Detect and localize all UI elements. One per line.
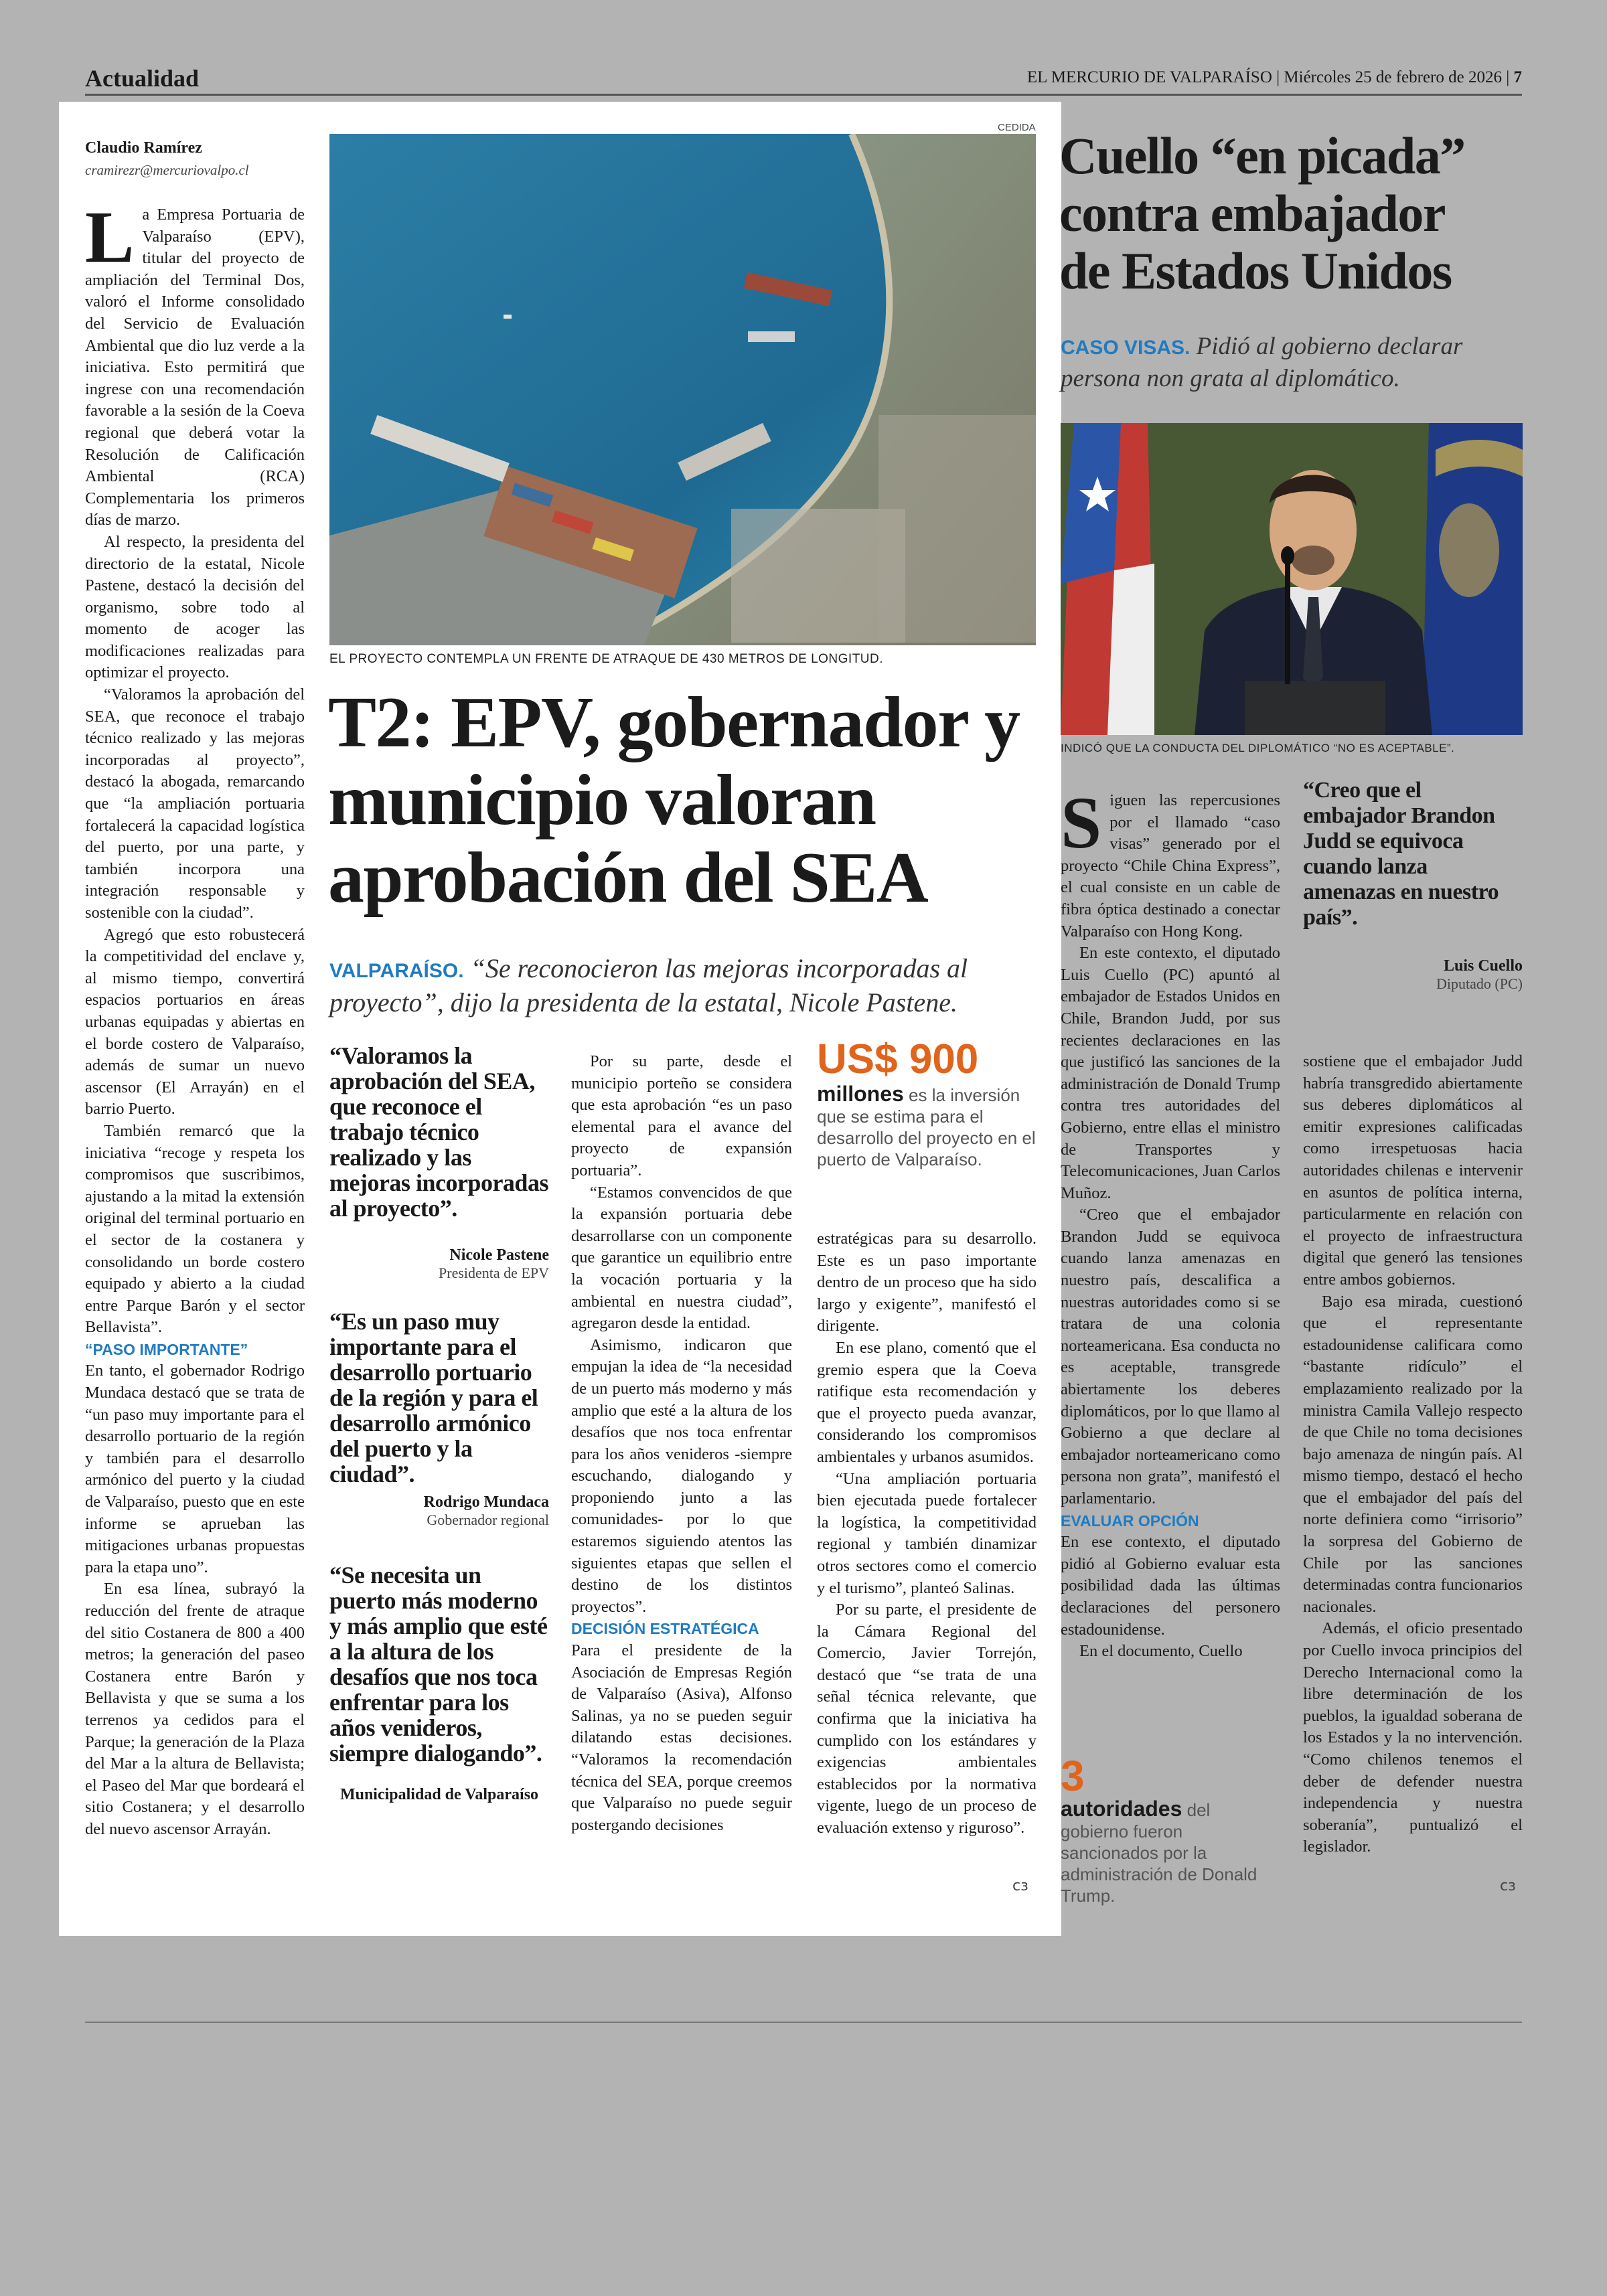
side-lead	[1061, 331, 1529, 394]
factbox-number: US$ 900	[817, 1036, 979, 1082]
main-column-4	[817, 1228, 1037, 1839]
factbox-text: es la inversión que se estima para el desarrollo del proyecto en el puerto de Valparaíso.	[817, 1085, 1036, 1169]
investment-factbox	[817, 1036, 1038, 1170]
headline-line: aprobación del SEA	[328, 838, 928, 918]
headline-line: T2: EPV, gobernador y	[328, 683, 1020, 762]
paragraph: Al respecto, la presidenta del directorio de la estatal, Nicole Pastene, destacó la decisión del organismo, sobre todo al momento de acoger las modificaciones realizadas para optimizar el proyecto.	[85, 532, 305, 682]
headline-line: contra embajador	[1059, 184, 1446, 242]
subheading: EVALUAR OPCIÓN	[1061, 1511, 1199, 1530]
paragraph: Asimismo, indicaron que empujan la idea de “la necesidad de un puerto más moderno y más amplio que esté a la altura de los desafíos que nos toca enfrentar para los años venideros -siempre escuchando, dialogando y proponiendo junto a las comunidades- por lo que estaremos siguiendo atentos las siguientes etapas que sellen el destino de los distintos proyectos”.	[571, 1335, 792, 1616]
header-rule	[85, 94, 1522, 96]
quote-role: Presidenta de EPV	[439, 1264, 549, 1281]
factbox-number: 3	[1061, 1752, 1085, 1800]
headline-line: de Estados Unidos	[1059, 242, 1452, 300]
subheading: DECISIÓN ESTRATÉGICA	[571, 1620, 759, 1638]
paragraph: Por su parte, desde el municipio porteño se considera que esta aprobación “es un paso elemental para el avance del proyecto de expansión portuaria”.	[571, 1052, 792, 1179]
quotes-column	[329, 1043, 549, 1804]
quote-author: Rodrigo Mundaca	[423, 1493, 549, 1511]
issue-date: Miércoles 25 de febrero de 2026	[1284, 68, 1502, 86]
sanctions-factbox	[1061, 1754, 1282, 1906]
deputy-photo	[1061, 423, 1523, 735]
quote-role: Diputado (PC)	[1436, 975, 1523, 992]
page-number: 7	[1513, 68, 1522, 86]
quote-author: Municipalidad de Valparaíso	[339, 1786, 539, 1803]
pull-quote: “Se necesita un puerto más moderno y más amplio que esté a la altura de los desafíos que nos toca enfrentar para los años venideros, siempre dialogando”.	[329, 1562, 548, 1767]
deputy-illustration	[1061, 423, 1523, 735]
side-quote-box	[1303, 778, 1523, 993]
paragraph: “Estamos convencidos de que la expansión portuaria debe desarrollarse con un componente que garantice un equilibrio entre la vocación portuaria y la ambiental en nuestra ciudad”, agregaron desde la entidad.	[571, 1183, 792, 1333]
paragraph: sostiene que el embajador Judd habría transgredido abiertamente sus deberes diplomáticos al emitir expresiones calificadas como irrespetuosas hacia autoridades chilenas e intervenir en asuntos de política interna, particularmente en relación con el proyecto de infraestructura digital que generó las tensiones entre ambos gobiernos.	[1303, 1052, 1523, 1289]
dropcap: S	[1061, 782, 1102, 864]
lead-text: “Se reconocieron las mejoras incorporadas al proyecto”, dijo la presidenta de la estatal, Nicole Pastene.	[329, 953, 968, 1017]
side-headline	[1059, 127, 1528, 300]
port-aerial-illustration	[329, 134, 1036, 645]
pull-quote: “Valoramos la aprobación del SEA, que reconoce el trabajo técnico realizado y las mejoras incorporadas al proyecto”.	[329, 1042, 548, 1222]
paragraph: En el documento, Cuello	[1079, 1642, 1243, 1661]
main-column-3	[571, 1051, 792, 1836]
lead-tag: CASO VISAS.	[1061, 337, 1191, 359]
headline-line: Cuello “en picada”	[1059, 127, 1465, 185]
photo-caption: EL PROYECTO CONTEMPLA UN FRENTE DE ATRAQUE DE 430 METROS DE LONGITUD.	[329, 652, 884, 666]
quote-author: Luis Cuello	[1443, 957, 1523, 975]
main-headline	[328, 684, 1045, 917]
quote-author: Nicole Pastene	[449, 1246, 549, 1264]
paragraph: Bajo esa mirada, cuestionó que el representante estadounidense calificara como “bastante ridículo” el emplazamiento realizado por la ministra Camila Vallejo respecto de que Chile no toma decisiones bajo amenaza de ningún país. Al mismo tiempo, destacó el hecho que el embajador del país del norte definiera como “irrisorio” la sorpresa del Gobierno de Chile por las sanciones determinadas contra funcionarios nacionales.	[1303, 1292, 1523, 1616]
main-column-1	[85, 196, 305, 1841]
paragraph: “Valoramos la aprobación del SEA, que reconoce el trabajo técnico realizado y las mejoras incorporadas al proyecto”, destacó la abogada, remarcando que “la ampliación portuaria fortalecerá la capacidad logística del puerto, por una parte, y también incorpora una integración responsable y sostenible con la ciudad”.	[85, 685, 305, 922]
paragraph: a Empresa Portuaria de Valparaíso (EPV), titular del proyecto de ampliación del Terminal Dos, valoró el Informe consolidado del Servicio de Evaluación Ambiental que dio luz verde a la iniciativa. Esto permitirá que ingrese con una recomendación favorable a la sesión de la Coeva regional que deberá votar la Resolución de Calificación Ambiental (RCA) Complementaria los primeros días de marzo.	[85, 206, 305, 529]
author-name: Claudio Ramírez	[85, 139, 202, 157]
paragraph: estratégicas para su desarrollo. Este es un paso importante dentro de un proceso que ha sido largo y exigente”, manifestó el dirigente.	[817, 1230, 1037, 1335]
side-photo-caption: INDICÓ QUE LA CONDUCTA DEL DIPLOMÁTICO “NO ES ACEPTABLE”.	[1061, 742, 1455, 754]
quote-role: Gobernador regional	[427, 1511, 549, 1528]
end-mark: cз	[1012, 1878, 1028, 1894]
paragraph: En ese plano, comentó que el gremio espera que la Coeva ratifique esta recomendación y que el proyecto pueda avanzar, considerando los compromisos ambientales y urbanos asumidos.	[817, 1338, 1037, 1466]
section-name: Actualidad	[85, 65, 200, 92]
paragraph: “Creo que el embajador Brandon Judd se equivoca cuando lanza amenazas en nuestro país, descalifica a nuestras autoridades como si se tratara de una colonia norteamericana. Esa conducta no es aceptable, transgrede abiertamente los deberes diplomáticos, por lo que llamo al Gobierno a que declare al embajador norteamericano como persona non grata”, manifestó el parlamentario.	[1061, 1206, 1280, 1507]
port-aerial-photo	[329, 134, 1036, 645]
lead-text: Pidió al gobierno declarar persona non grata al diplomático.	[1061, 333, 1463, 392]
factbox-unit: millones	[817, 1082, 904, 1106]
paragraph: iguen las repercusiones por el llamado “caso visas” generado por el proyecto “Chile China Express”, el cual consiste en un cable de fibra óptica destinado a conectar Valparaíso con Hong Kong.	[1061, 791, 1280, 940]
side-column-1	[1061, 782, 1280, 1663]
paragraph: Además, el oficio presentado por Cuello invoca principios del Derecho Internacional como la libre determinación de los pueblos, la igualdad soberana de los Estados y la no intervención. “Como chilenos tenemos el deber de defender nuestra independencia y nuestra soberanía”, puntualizó el legislador.	[1303, 1619, 1523, 1856]
paragraph: “Una ampliación portuaria bien ejecutada puede fortalecer la logística, la competitividad regional y también dinamizar otros sectores como el comercio y el turismo”, planteó Salinas.	[817, 1469, 1037, 1597]
paragraph: Agregó que esto robustecerá la competitividad del enclave y, al mismo tiempo, convertirá espacios portuarios en áreas urbanas equipadas y abiertas en el borde costero de Valparaíso, además de sumar un nuevo ascensor (El Arrayán) en el barrio Puerto.	[85, 925, 305, 1119]
paragraph: En tanto, el gobernador Rodrigo Mundaca destacó que se trata de “un paso muy importante para el desarrollo portuario de la región y también para el desarrollo armónico del puerto y la ciudad de Valparaíso, puesto que en este informe se aprueban las mitigaciones urbanas propuestas para la etapa uno”.	[85, 1362, 305, 1576]
lead-tag: VALPARAÍSO.	[329, 960, 464, 982]
paragraph: Para el presidente de la Asociación de Empresas Región de Valparaíso (Asiva), Alfonso Salinas, ya no se pueden seguir dilatando estas decisiones. “Valoramos la recomendación técnica del SEA, porque creemos que Valparaíso no puede seguir postergando decisiones	[571, 1641, 792, 1834]
newspaper-header: EL MERCURIO DE VALPARAÍSO | Miércoles 25 de febrero de 2026 | 7	[1026, 68, 1522, 86]
author-email: cramirezr@mercuriovalpo.cl	[85, 162, 249, 178]
pull-quote: “Creo que el embajador Brandon Judd se equivoca cuando lanza amenazas en nuestro país”.	[1303, 778, 1499, 930]
subheading: “PASO IMPORTANTE”	[85, 1340, 248, 1358]
paragraph: En ese contexto, el diputado pidió al Gobierno evaluar esta posibilidad dada las últimas declaraciones del personero estadounidense.	[1061, 1533, 1280, 1639]
end-mark: cз	[1500, 1878, 1516, 1894]
factbox-unit: autoridades	[1061, 1797, 1182, 1821]
pull-quote: “Es un paso muy importante para el desarrollo portuario de la región y para el desarrollo armónico del puerto y la ciudad”.	[329, 1308, 538, 1487]
paragraph: Por su parte, el presidente de la Cámara Regional del Comercio, Javier Torrejón, destacó que “se trata de una señal técnica relevante, que confirma que la iniciativa ha cumplido con los estándares y exigencias ambientales establecidos por la normativa vigente, luego de un proceso de evaluación extenso y riguroso”.	[817, 1601, 1037, 1837]
main-lead	[329, 953, 1039, 1018]
side-column-2	[1303, 1051, 1523, 1858]
photo-credit: CEDIDA	[998, 122, 1036, 133]
bottom-rule	[85, 2022, 1522, 2023]
newspaper-name: EL MERCURIO DE VALPARAÍSO	[1026, 68, 1272, 86]
paragraph: En este contexto, el diputado Luis Cuello (PC) apuntó al embajador de Estados Unidos en Chile, Brandon Judd, por sus recientes declaraciones en las que justificó las sanciones de la administración de Donald Trump contra tres autoridades del Gobierno, entre ellas el ministro de Transportes y Telecomunicaciones, Juan Carlos Muñoz.	[1061, 944, 1280, 1202]
headline-line: municipio valoran	[328, 760, 876, 840]
paragraph: También remarcó que la iniciativa “recoge y respeta los compromisos que suscribimos, ajustando a la mitad la extensión original del terminal portuario en el sector de la costanera y consolidando un borde costero equipado y abierto a la ciudad entre Parque Barón y el sector Bellavista”.	[85, 1121, 305, 1337]
factbox-text: del gobierno fueron sancionados por la administración de Donald Trump.	[1061, 1800, 1257, 1906]
dropcap: L	[85, 196, 135, 278]
paragraph: En esa línea, subrayó la reducción del frente de atraque del sitio Costanera de 800 a 400 metros; la generación del paseo Costanera entre Barón y Bellavista y que se suma a los terrenos ya cedidos para el Parque; la generación de la Plaza del Mar a la altura de Bellavista; el Paseo del Mar que bordeará el sitio Costanera; y el desarrollo del nuevo ascensor Arrayán.	[85, 1580, 305, 1838]
